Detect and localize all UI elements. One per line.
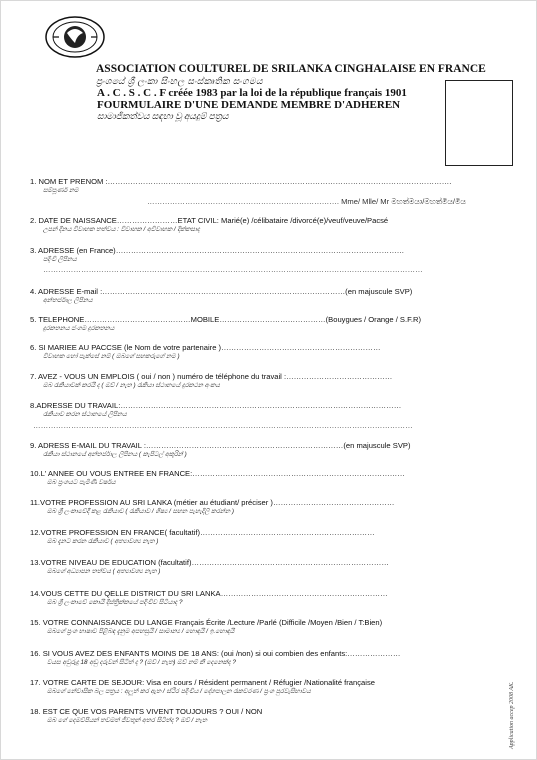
association-logo bbox=[45, 15, 105, 59]
field-residence-card-sinhala: ඔබගේ නේවාසික බල පත්‍රය : අලුත් කර ඇත / ස්ථිර පදිංචිය / දේශපාලන රැකවරණ / ප්‍රංශ පුරවැසිභාවය bbox=[47, 688, 311, 695]
field-children[interactable]: 16. SI VOUS AVEZ DES ENFANTS MOINS DE 18 ANS: (oui /non) si oui combien des enfants:………………… bbox=[30, 649, 401, 658]
field-partner-sinhala: විවාහක හෝ පැක්සේ නම් ( ඔබගේ සහකරුගේ නම ) bbox=[43, 353, 180, 360]
field-email-sinhala: අන්තර්ජාල ලිපිනය bbox=[43, 297, 93, 304]
field-profession-srilanka-sinhala: ඔබ ශ්‍රී ලංකාවේදී කළ රැකියාව ( රැකියාව / ශිෂ්‍ය / සහන පැහැදිලි කරන්න ) bbox=[47, 508, 234, 515]
field-work-email-sinhala: රැකියා ස්ථානයේ අන්තර්ජාල ලිපිනය ( කැපිටල් අකුරින් ) bbox=[43, 451, 187, 458]
field-address-line2[interactable]: …………………………………………………………………………………………………………………………………… bbox=[43, 265, 423, 274]
field-arrival-year[interactable]: 10.L' ANNEE OU VOUS ENTREE EN FRANCE:………………………………………………………………………… bbox=[30, 469, 405, 478]
field-work-email[interactable]: 9. ADRESS E-MAIL DU TRAVAIL :……………………………………………………………………(en majuscule SVP) bbox=[30, 441, 411, 450]
field-employment-sinhala: ඔබ රැකියාවක් කරයි ද ( ඔව් / නැත ) රැකියා ස්ථානයේ දුරකථන අංකය bbox=[43, 382, 220, 389]
field-employment[interactable]: 7. AVEZ - VOUS UN EMPLOIS ( oui / non ) numéro de téléphone du travail :…………………………………… bbox=[30, 372, 393, 381]
field-district-sinhala: ඔබ ශ්‍රී ලංකාවේ කොයි දිස්ත්‍රික්කයේ පදිංචිව සිටියාද ? bbox=[47, 599, 183, 606]
field-name-line2[interactable]: …………………………………………………………………. Mme/ Mlle/ Mr මහත්මයා/මහත්මිය/මිය bbox=[147, 197, 466, 206]
field-telephone-sinhala: දුරකතනය ජංගම දුරකතනය bbox=[43, 325, 115, 332]
field-name[interactable]: 1. NOM ET PRENOM :………………………………………………………………………………………………………………………. bbox=[30, 177, 452, 186]
field-birth-civil[interactable]: 2. DATE DE NAISSANCE……………………ETAT CIVIL: Marié(e) /célibataire /divorcé(e)/veuf/veuve/Pacsé bbox=[30, 216, 389, 225]
field-parents[interactable]: 18. EST CE QUE VOS PARENTS VIVENT TOUJOURS ? OUI / NON bbox=[30, 707, 263, 716]
form-title: FOURMULAIRE D'UNE DEMANDE MEMBRE D'ADHEREN bbox=[97, 99, 401, 111]
field-address-sinhala: පදිංචි ලිපිනය bbox=[43, 256, 77, 263]
field-residence-card[interactable]: 17. VOTRE CARTE DE SEJOUR: Visa en cours / Résident permanent / Réfugier /Nationalité française bbox=[30, 678, 375, 687]
field-children-sinhala: වයස අවුරුදු 18 අඩු දරුවන් සිටිත් ද ? (ඔව් / නැත) ඔව් නම් කී දෙනෙක්ද ? bbox=[47, 659, 236, 666]
field-work-address[interactable]: 8.ADRESSE DU TRAVAIL:………………………………………………………………………………………………… bbox=[30, 401, 402, 410]
field-education-sinhala: ඔබගේ අධ්‍යාපන තත්වය ( අත්‍යාවශ්‍ය නැත ) bbox=[47, 568, 161, 575]
field-education[interactable]: 13.VOTRE NIVEAU DE EDUCATION (facultatif)…………………………………………………………………… bbox=[30, 558, 389, 567]
field-address[interactable]: 3. ADRESSE (en France)…………………………………………………………………………………………………… bbox=[30, 246, 405, 255]
field-partner[interactable]: 6. SI MARIEE AU PACCSE (le Nom de votre partenaire )……………………………………………………… bbox=[30, 343, 381, 352]
field-work-address-sinhala: රැකියාව කරන ස්ථානයේ ලිපිනය bbox=[43, 411, 127, 418]
field-profession-france[interactable]: 12.VOTRE PROFESSION EN FRANCE( facultatif)…………………………………………………………… bbox=[30, 528, 375, 537]
field-telephone[interactable]: 5. TELEPHONE……………………………………MOBILE……………………………………(Bouygues / Orange / S.F.R) bbox=[30, 315, 422, 324]
field-arrival-year-sinhala: ඔබ ප්‍රංශයට පැමිණි වර්ෂය bbox=[47, 479, 116, 486]
field-parents-sinhala: ඔබ ගේ දෙමව්පියන් තවමත් ජීවතුන් අතර සිටිත්ද ? ඔව් / නැත bbox=[47, 717, 207, 724]
field-birth-civil-sinhala: උපන් දිනය විවාහක තත්වය : විවාහක / අවිවාහක / දික්කසාද bbox=[43, 226, 200, 233]
association-title: ASSOCIATION COULTUREL DE SRILANKA CINGHALAISE EN FRANCE bbox=[96, 63, 486, 75]
form-title-sinhala: සාමාජිකත්වය සඳහා වූ අයදුම් පත්‍රය bbox=[97, 111, 229, 121]
field-district[interactable]: 14.VOUS CETTE DU QELLE DISTRICT DU SRI LANKA………………………………………………………… bbox=[30, 589, 388, 598]
acscf-line: A . C . S . C . F créée 1983 par la loi de la république français 1901 bbox=[97, 87, 407, 99]
photo-box bbox=[445, 80, 513, 166]
side-note: Application accep 2008 AK. bbox=[509, 681, 515, 749]
association-title-sinhala: ප්‍රංශයේ ශ්‍රී ලංකා සිංහල සංස්කෘතික සංගමය bbox=[96, 76, 263, 86]
field-language-sinhala: ඔබගේ ප්‍රංශ භාෂාව පිළිබඳ දැනුම අපහසුයි / සාමාන්‍ය / හොඳයි / ඉ.හොඳයි bbox=[47, 628, 235, 635]
field-email[interactable]: 4. ADRESSE E-mail :……………………………………………………………………………………(en majuscule SVP) bbox=[30, 287, 413, 296]
field-name-sinhala: සම්පූර්ණ නම bbox=[43, 187, 79, 194]
field-profession-srilanka[interactable]: 11.VOTRE PROFESSION AU SRI LANKA (métier au étudiant/ préciser )………………………………………… bbox=[30, 498, 395, 507]
field-profession-france-sinhala: ඔබ දැනට කරන රැකියාව ( අත්‍යාවශ්‍ය නැත ) bbox=[47, 538, 159, 545]
field-work-address-line2[interactable]: …………………………………………………………………………………………………………………………………… bbox=[33, 421, 413, 430]
field-language[interactable]: 15. VOTRE CONNAISSANCE DU LANGE Français Écrite /Lecture /Parlé (Difficile /Moyen /Bien / T:Bien) bbox=[30, 618, 383, 627]
